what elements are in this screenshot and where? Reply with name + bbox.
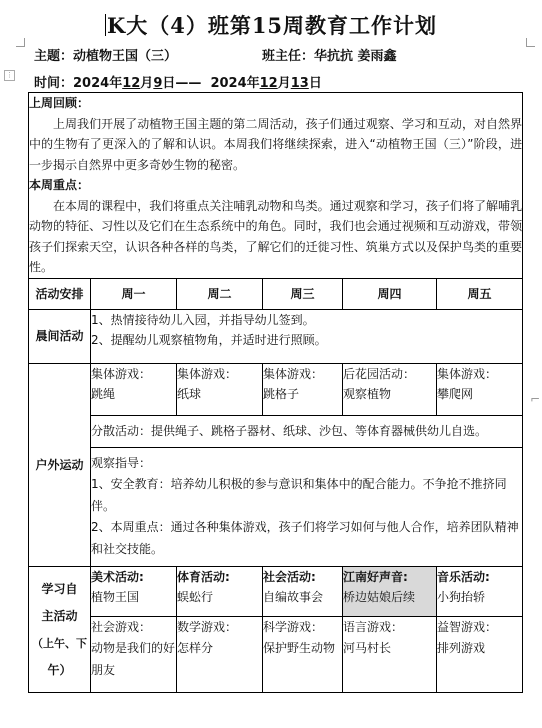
time-label: 时间：	[34, 76, 74, 91]
text-cursor	[105, 14, 106, 36]
focus-text: 在本周的课程中，我们将重点关注哺乳动物和鸟类。通过观察和学习，孩子们将了解哺乳动物的特征、习性以及它们在生态系统中的角色。同时，我们也会通过视频和互动游戏，带领孩子们探索天空，认识各种各样的鸟类，了解它们的迁徙习性、筑巢方式以及保护鸟类的重要性。	[29, 198, 523, 274]
activity-name: 植物王国	[91, 590, 140, 604]
outdoor-game-name: 纸球	[177, 386, 202, 401]
header-cell: 周四	[343, 278, 437, 309]
activity-name: 桥边姑娘后续	[343, 590, 416, 604]
study-game	[263, 617, 343, 693]
outdoor-guide-cell	[91, 447, 523, 567]
study-label-line: 午）	[47, 662, 72, 677]
activity-type: 江南好声音:	[343, 570, 408, 584]
outdoor-game-cell	[343, 363, 437, 415]
outdoor-cell	[91, 363, 523, 567]
morning-label: 晨间活动	[29, 309, 91, 363]
time-month-unit: 月	[140, 76, 154, 91]
outdoor-game-type: 集体游戏：	[177, 366, 238, 381]
study-activity	[91, 567, 177, 617]
morning-row	[29, 309, 523, 363]
game-name: 排列游戏	[437, 641, 486, 655]
outdoor-guide-row	[91, 447, 523, 567]
outdoor-game-type: 集体游戏：	[263, 366, 324, 381]
study-game	[343, 617, 437, 693]
outdoor-game-name: 跳绳	[91, 386, 116, 401]
outdoor-game-cell	[263, 363, 343, 415]
game-type: 科学游戏：	[263, 620, 324, 634]
game-name: 动物是我们的好朋友	[91, 641, 176, 677]
outdoor-label: 户外运动	[29, 363, 91, 567]
outdoor-game-type: 集体游戏：	[437, 366, 498, 381]
header-cell: 周二	[177, 278, 263, 309]
activity-name: 小狗抬轿	[437, 590, 486, 604]
activity-type: 体育活动:	[177, 570, 230, 584]
outdoor-game-type: 集体游戏：	[91, 366, 152, 381]
header-row	[29, 278, 523, 309]
activity-name: 蜈蚣行	[177, 590, 214, 604]
outdoor-game-name: 攀爬网	[437, 386, 474, 401]
move-handle-icon[interactable]: ⋮	[6, 71, 13, 79]
outdoor-games-table	[90, 363, 523, 568]
study-game	[177, 617, 263, 693]
outdoor-games-row	[91, 363, 523, 415]
outdoor-scatter: 分散活动：提供绳子、跳格子器材、纸球、沙包、等体育器械供幼儿自选。	[91, 415, 523, 447]
activity-name: 自编故事会	[263, 590, 324, 604]
game-type: 语言游戏：	[343, 620, 404, 634]
theme-line	[34, 45, 177, 64]
morning-cell	[91, 309, 523, 363]
page-title: K大（4）班第15周教育工作计划	[106, 13, 438, 38]
teacher-line	[262, 45, 397, 64]
outdoor-game-cell	[177, 363, 263, 415]
study-activity	[263, 567, 343, 617]
time-month-unit: 月	[277, 76, 291, 91]
activity-type: 音乐活动:	[437, 570, 490, 584]
theme-label: 主题：	[34, 49, 74, 64]
study-row	[29, 567, 523, 617]
guide-item: 1、安全教育：培养幼儿积极的参与意识和集体中的配合能力。不争抢不推挤同伴。	[91, 477, 507, 513]
header-cell: 周五	[437, 278, 523, 309]
time-line	[34, 72, 322, 91]
teacher-value: 华抗抗 姜雨鑫	[314, 49, 397, 64]
game-name: 保护野生动物	[263, 641, 336, 655]
focus-heading: 本周重点：	[29, 178, 90, 192]
game-name: 怎样分	[177, 641, 214, 655]
activity-type: 社会活动:	[263, 570, 316, 584]
game-type: 社会游戏：	[91, 620, 152, 634]
guide-item: 2、本周重点：通过各种集体游戏，孩子们将学习如何与他人合作，培养团队精神和社交技能。	[91, 520, 519, 556]
time-month-start: 12	[122, 76, 141, 91]
study-row	[29, 617, 523, 693]
activity-type: 美术活动:	[91, 570, 144, 584]
time-year-end: 2024年	[210, 76, 260, 91]
review-text: 上周我们开展了动植物王国主题的第二周活动，孩子们通过观察、学习和互动，对自然界中的生物有了更深入的了解和认识。本周我们将继续探索，进入“动植物王国（三）”阶段，进一步揭示自然界中更多奇妙生物的秘密。	[29, 116, 523, 172]
morning-item: 2、提醒幼儿观察植物角，并适时进行照顾。	[91, 333, 327, 347]
study-label-line: （上午、下	[32, 636, 87, 650]
game-type: 数学游戏：	[177, 620, 238, 634]
header-cell: 周三	[263, 278, 343, 309]
outdoor-scatter-row	[91, 415, 523, 447]
game-type: 益智游戏：	[437, 620, 498, 634]
morning-item: 1、热情接待幼儿入园，并指导幼儿签到。	[91, 312, 315, 327]
intro-row	[29, 93, 523, 279]
time-day-unit: 日——	[162, 76, 202, 91]
study-activity-highlighted	[343, 567, 437, 617]
time-month-end: 12	[259, 76, 278, 91]
study-activity	[437, 567, 523, 617]
time-day-unit: 日	[308, 76, 322, 91]
time-day-start: 9	[153, 76, 163, 91]
review-heading: 上周回顾：	[29, 96, 90, 110]
header-cell: 活动安排	[29, 278, 91, 309]
outdoor-row	[29, 363, 523, 567]
study-label-line: 主活动	[41, 608, 78, 623]
game-name: 河马村长	[343, 641, 392, 655]
plan-table	[28, 92, 523, 693]
study-game	[437, 617, 523, 693]
outdoor-game-type: 后花园活动：	[343, 366, 416, 381]
header-cell: 周一	[91, 278, 177, 309]
intro-cell	[29, 93, 523, 279]
time-day-end: 13	[290, 76, 309, 91]
outdoor-game-name: 跳格子	[263, 386, 300, 401]
teacher-label: 班主任：	[262, 49, 315, 64]
outdoor-game-cell	[437, 363, 523, 415]
theme-value: 动植物王国（三）	[73, 49, 178, 64]
study-activity	[177, 567, 263, 617]
outdoor-game-cell	[91, 363, 177, 415]
study-label	[29, 567, 91, 693]
time-year-start: 2024年	[73, 76, 123, 91]
outdoor-game-name: 观察植物	[343, 386, 392, 401]
edge-marker-icon: ⌐	[529, 392, 540, 406]
study-label-line: 学习自	[41, 581, 78, 596]
guide-heading: 观察指导：	[91, 455, 152, 470]
study-game	[91, 617, 177, 693]
